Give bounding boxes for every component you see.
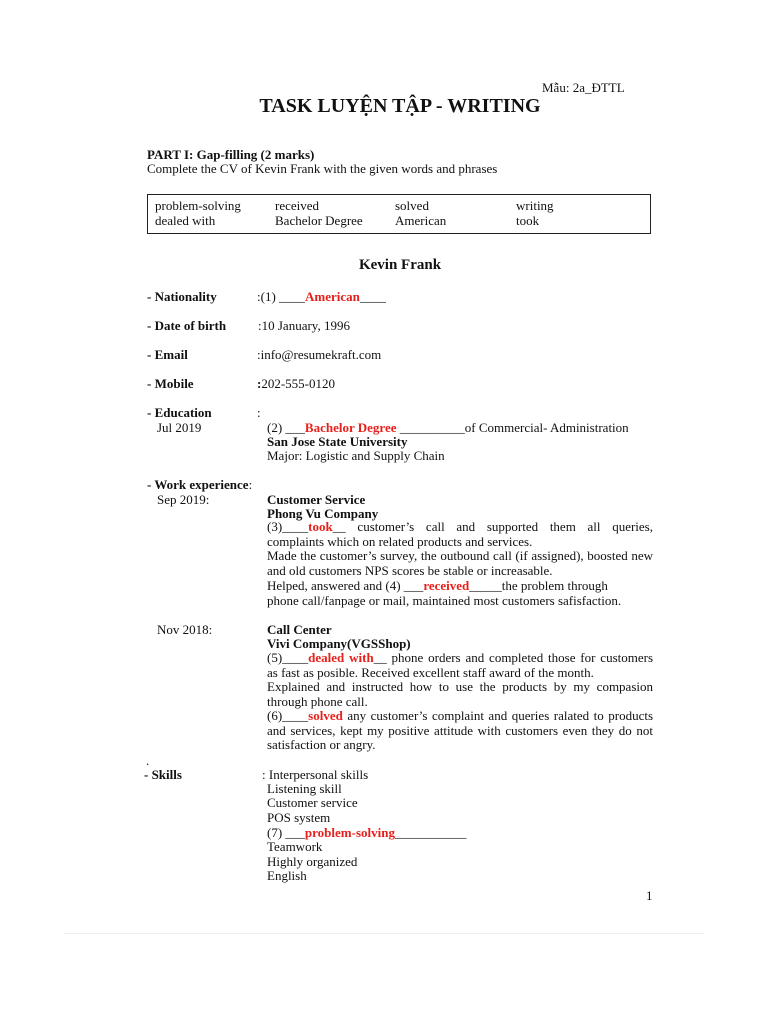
part-instruction: Complete the CV of Kevin Frank with the given words and phrases [147,161,498,176]
word-bank-item: received [275,198,320,213]
education-degree-line: (2) ___Bachelor Degree __________of Commercial- Administration [267,420,629,435]
job1-paragraph-2: Made the customer’s survey, the outbound call (if assigned), boosted new and old customers NPS scores be stable or increasable. [267,548,653,578]
part-heading: PART I: Gap-filling (2 marks) [147,147,315,162]
job1-title: Customer Service [267,492,366,507]
job1-date: Sep 2019: [157,492,210,507]
cv-name: Kevin Frank [358,257,442,273]
job2-title: Call Center [267,622,332,637]
word-bank-item: writing [516,198,554,213]
answer-6: solved [308,708,348,723]
page-number: 1 [646,888,653,903]
job1-paragraph-3-line2: phone call/fanpage or mail, maintained most customers safisfaction. [267,593,622,608]
skills-item: Customer service [267,795,358,810]
job1-paragraph-1: (3)____took__ customer’s call and supported them all queries, complaints which on related products and services. [267,519,653,549]
nationality-value: :(1) ____American____ [257,289,386,304]
word-bank-item: problem-solving [155,198,241,213]
skills-item: : Interpersonal skills [262,767,369,782]
job2-paragraph-3: (6)____solved any customer’s complaint and queries ralated to products and services, kept my positive attitude with customers even they do not satisfaction or angry. [267,708,654,752]
education-major: Major: Logistic and Supply Chain [267,448,445,463]
word-bank-item: solved [395,198,429,213]
skills-item: Teamwork [267,839,323,854]
dob-label: - Date of birth [147,318,227,333]
skills-item: POS system [267,810,331,825]
skills-item: English [267,868,307,883]
skills-gap: (7) ___problem-solving___________ [267,825,467,840]
word-bank-item: took [516,213,540,228]
email-value: :info@resumekraft.com [257,347,382,362]
answer-7: problem-solving [304,825,395,840]
nationality-label: - Nationality [147,289,217,304]
skills-label: - Skills [144,767,182,782]
work-label: - Work experience: [147,477,253,492]
page-title: TASK LUYỆN TẬP - WRITING [259,95,541,117]
job2-company: Vivi Company(VGSShop) [267,636,411,651]
education-label: - Education [147,405,212,420]
mobile-label: - Mobile [147,376,194,391]
skills-item: Listening skill [267,781,342,796]
answer-4: received [423,578,470,593]
word-bank-item: Bachelor Degree [275,213,363,228]
email-label: - Email [147,347,188,362]
answer-3: took [308,519,333,534]
word-bank-item: dealed with [155,213,216,228]
education-date: Jul 2019 [157,420,202,435]
dob-value: :10 January, 1996 [258,318,350,333]
page-divider [64,933,704,934]
word-bank-item: American [395,213,447,228]
skills-item: Highly organized [267,854,358,869]
job2-date: Nov 2018: [157,622,213,637]
job1-company: Phong Vu Company [267,506,379,521]
job2-paragraph-1: (5)____dealed with__ phone orders and completed those for customers as fast as posible. Received excellent staff award of the month. [267,650,654,680]
answer-1: American [305,289,360,304]
education-school: San Jose State University [267,434,408,449]
form-code: Mẫu: 2a_ĐTTL [542,80,625,95]
stray-dot: . [146,753,150,768]
job1-paragraph-3: Helped, answered and (4) ___received_____the problem through [267,578,608,593]
answer-5: dealed with [308,650,374,665]
answer-2: Bachelor Degree [304,420,397,435]
education-colon: : [257,405,261,420]
mobile-value: :202-555-0120 [257,376,336,391]
job2-paragraph-2: Explained and instructed how to use the products by my compasion through phone call. [267,679,653,709]
